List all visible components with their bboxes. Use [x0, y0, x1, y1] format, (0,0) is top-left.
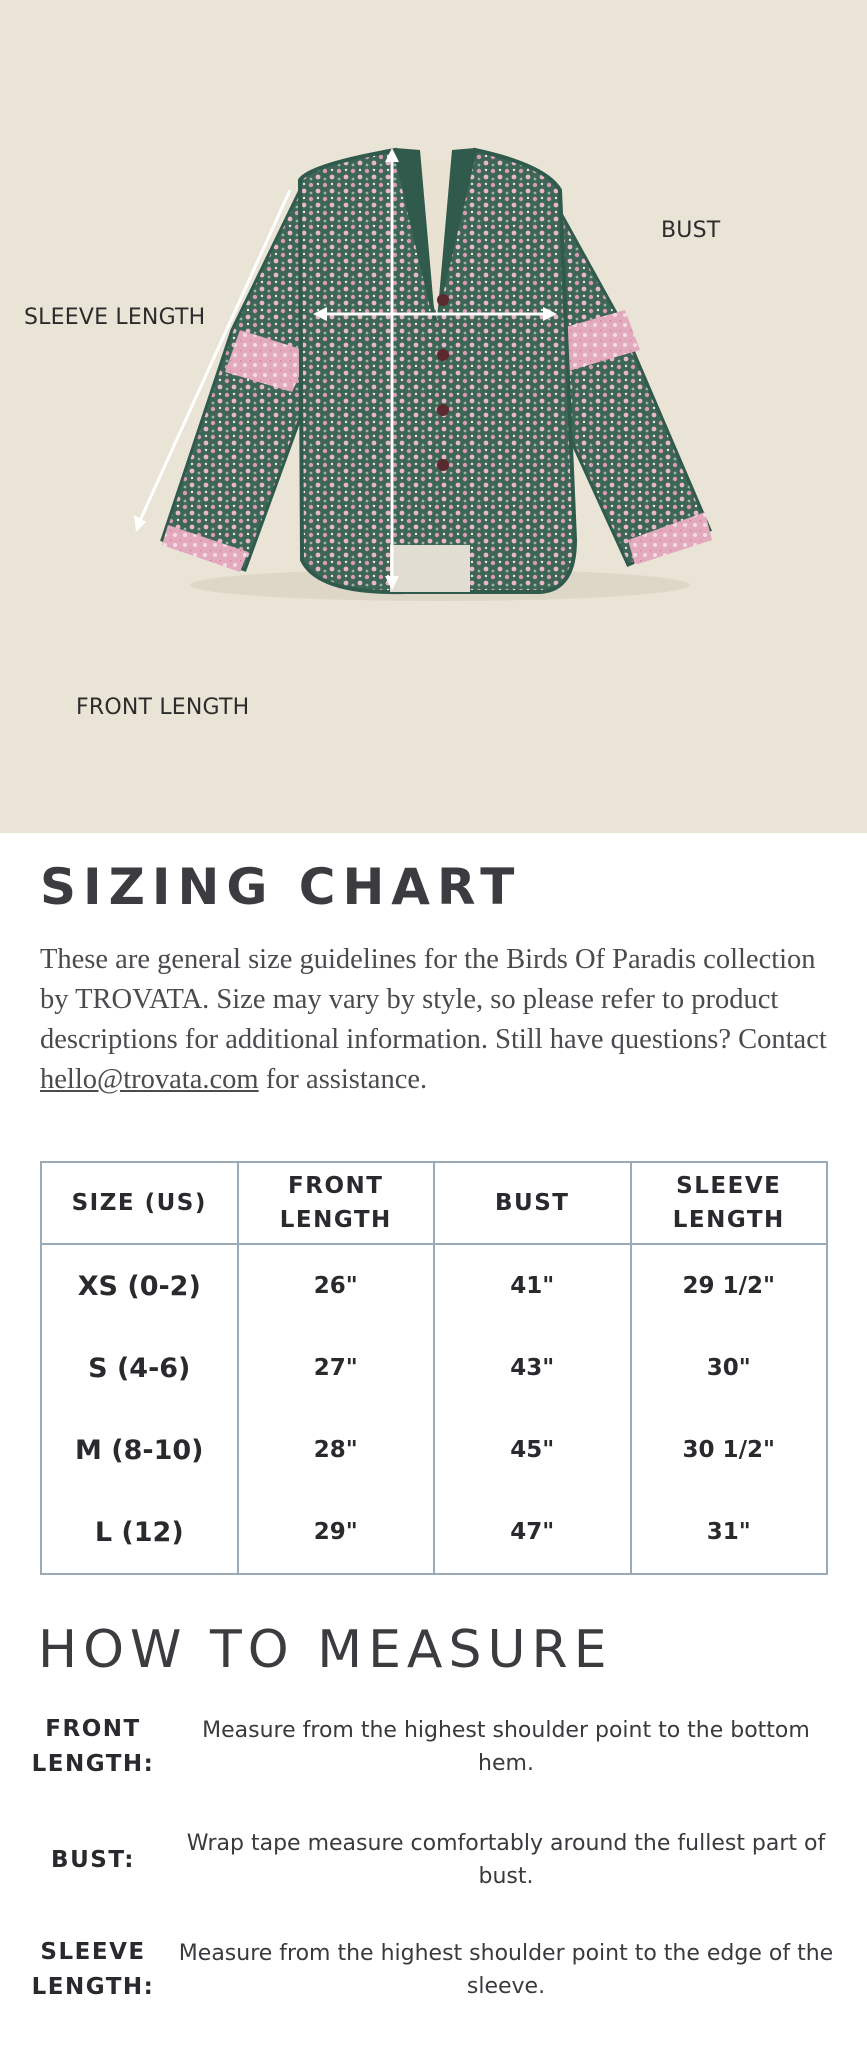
header-bust: BUST	[434, 1162, 631, 1244]
bust-cell: 41"	[434, 1244, 631, 1327]
table-row	[41, 1409, 827, 1491]
table-row	[41, 1491, 827, 1574]
measure-item-sleeve-length	[30, 1930, 840, 2010]
front-length-cell: 28"	[238, 1409, 435, 1491]
front-length-cell: 29"	[238, 1491, 435, 1574]
front-length-label: FRONT LENGTH	[76, 695, 250, 720]
sizing-chart-title: SIZING CHART	[40, 858, 522, 916]
intro-text-end: for assistance.	[258, 1064, 428, 1095]
header-sleeve-length: SLEEVE LENGTH	[631, 1162, 828, 1244]
sizing-table	[40, 1161, 828, 1575]
table-row	[41, 1244, 827, 1327]
intro-text-start: These are general size guidelines for the Birds Of Paradis collection by TROVATA. Size may vary by style, so please refer to product descriptions for additional information. Still have questions? Contact	[40, 944, 827, 1055]
measure-item-bust	[30, 1820, 840, 1900]
bust-cell: 47"	[434, 1491, 631, 1574]
header-front-length: FRONT LENGTH	[238, 1162, 435, 1244]
measure-description: Wrap tape measure comfortably around the fullest part of bust.	[186, 1831, 826, 1889]
size-cell: L (12)	[41, 1491, 238, 1574]
sleeve-length-cell: 30 1/2"	[631, 1409, 828, 1491]
bust-label: BUST	[661, 218, 721, 243]
sleeve-length-cell: 29 1/2"	[631, 1244, 828, 1327]
front-length-cell: 26"	[238, 1244, 435, 1327]
measure-description: Measure from the highest shoulder point to the bottom hem.	[202, 1718, 810, 1776]
measure-description: Measure from the highest shoulder point to the edge of the sleeve.	[178, 1941, 834, 1999]
how-to-measure-title: HOW TO MEASURE	[38, 1620, 613, 1680]
bust-cell: 45"	[434, 1409, 631, 1491]
measure-label: FRONT LENGTH:	[31, 1716, 155, 1777]
table-header-row	[41, 1162, 827, 1244]
front-length-cell: 27"	[238, 1327, 435, 1409]
measure-label: BUST:	[51, 1846, 135, 1873]
bust-cell: 43"	[434, 1327, 631, 1409]
size-cell: XS (0-2)	[41, 1244, 238, 1327]
sleeve-length-cell: 30"	[631, 1327, 828, 1409]
table-row	[41, 1327, 827, 1409]
measure-item-front-length	[30, 1707, 840, 1787]
size-cell: S (4-6)	[41, 1327, 238, 1409]
size-cell: M (8-10)	[41, 1409, 238, 1491]
header-size: SIZE (US)	[41, 1162, 238, 1244]
sizing-intro	[40, 940, 840, 1100]
measure-label: SLEEVE LENGTH:	[31, 1939, 155, 2000]
product-image-area	[0, 0, 867, 833]
sleeve-length-label: SLEEVE LENGTH	[24, 305, 206, 330]
contact-email-link[interactable]: hello@trovata.com	[40, 1064, 259, 1095]
sleeve-length-cell: 31"	[631, 1491, 828, 1574]
